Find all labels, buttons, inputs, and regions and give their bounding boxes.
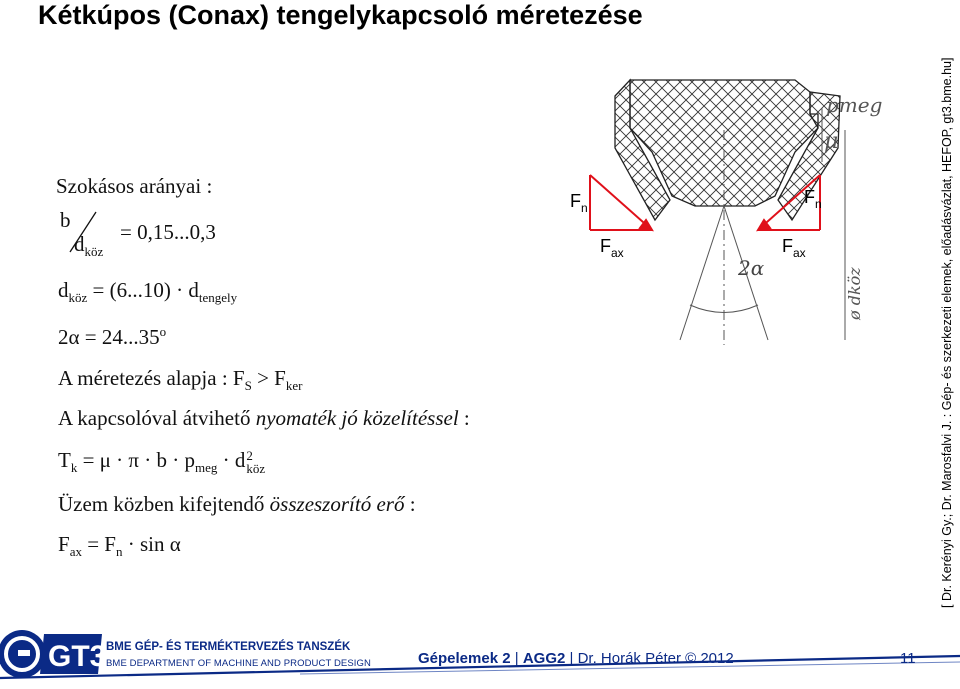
svg-text:GT3: GT3 [48, 640, 107, 673]
torque-formula: $T_k = \mu \cdot \pi \cdot b \cdot p_{meg} \cdot d$ 2 köz [58, 448, 266, 477]
page-number: 11 [900, 650, 916, 667]
cone-line-left [680, 206, 724, 340]
cone-coupling-diagram [560, 70, 940, 370]
fn-right-label: $F_n$ [804, 187, 822, 211]
footer-info: Gépelemek 2 | AGG2 | Dr. Horák Péter © 2012 [418, 650, 734, 667]
ratio-formula: b $d_{köz}$ = 0,15...0,3 [60, 208, 216, 260]
page-title: Kétkúpos (Conax) tengelykapcsoló méretezése [38, 0, 643, 30]
footer-code: AGG2 [522, 650, 566, 667]
fax-right-label: $F_{ax}$ [782, 236, 806, 260]
dkoz-dim-label: ø dköz [845, 267, 864, 320]
basis-formula: A méretezés alapja : $F_S > F_{ker}$ [58, 366, 303, 394]
gt3-logo-icon [0, 630, 106, 678]
force-intro: Üzem közben kifejtendő összeszorító erő : [58, 492, 416, 516]
footer-author: Dr. Horák Péter © 2012 [577, 650, 734, 667]
dept-name-en: BME DEPARTMENT OF MACHINE AND PRODUCT DESIGN [106, 658, 371, 669]
ratios-heading: Szokásos arányai : [56, 174, 213, 198]
two-alpha-label: 2α [738, 256, 765, 280]
mu-label: μ [824, 129, 839, 154]
fn-left-label: $F_n$ [570, 191, 588, 215]
dkoz-formula: $d_{köz} = (6...10) \cdot d_{tengely}$ [58, 278, 238, 306]
angle-formula: $2\alpha = 24...35^o$ [58, 324, 167, 349]
torque-intro: A kapcsolóval átvihető nyomaték jó közelítéssel : [58, 406, 470, 430]
fax-left-label: $F_{ax}$ [600, 236, 624, 260]
force-formula: $F_{ax} = F_n \cdot \sin \alpha$ [58, 532, 181, 560]
source-credit: [ Dr. Kerényi Gy.; Dr. Marosfalvi J. : Gép- és szerkezeti elemek, előadásvázlat, HEFOP, gt3.bme.hu] [940, 57, 954, 608]
dept-name-hu: BME GÉP- ÉS TERMÉKTERVEZÉS TANSZÉK [106, 641, 351, 653]
pmeg-label: pmeg [826, 93, 883, 117]
footer-course: Gépelemek 2 [418, 650, 511, 667]
